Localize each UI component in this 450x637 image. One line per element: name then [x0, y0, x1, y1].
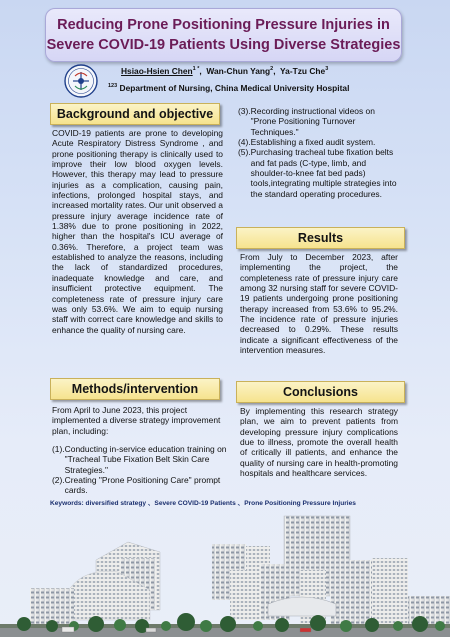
title-banner	[45, 8, 402, 62]
list-number: (2).	[52, 475, 65, 486]
results-text: From July to December 2023, after implementing the project, the completeness rate of pressure injury care among 32 nursing staff for severe COVID-19 patients undergoing prone positioning therapy increased from 53.6% to 95.2%. The incidence rate of pressure injuries decreased to 0.29%. These results indicate a significant effectiveness of the intervention measures.	[240, 252, 398, 356]
background-heading: Background and objective	[50, 103, 220, 125]
list-number: (4).	[238, 137, 251, 148]
methods-list-item	[52, 444, 227, 475]
results-heading: Results	[236, 227, 405, 249]
title-line-2: Severe COVID-19 Patients Using Diverse Strategies	[46, 37, 401, 53]
affiliation-line	[108, 83, 349, 93]
keywords-line: Keywords: diversified strategy 、Severe COVID-19 Patients 、Prone Positioning Pressure Injuries	[50, 500, 356, 507]
methods-right-column	[238, 106, 398, 199]
author-name: Wan-Chun Yang	[206, 66, 271, 76]
affiliation-text: Department of Nursing, China Medical University Hospital	[119, 83, 350, 93]
author-line: Hsiao-Hsien Chen$^{1 *}$, Wan-Chun Yang$^2$, Ya-Tzu Che$^3$	[121, 66, 329, 76]
list-text: Establishing a fixed audit system.	[250, 137, 376, 148]
background-text: COVID-19 patients are prone to developing Acute Respiratory Distress Syndrome , and prone positioning therapy is clinically used to improve their low blood oxygen levels. However, this therapy may lead to pressure injuries as a complication, causing pain, infections, prolonged hospital stays, and increased mortality rates. Our unit observed a pressure injury average incidence rate of 1.38% due to prone positioning in 2022, higher than the hospital's ICU average of 0.36%. Therefore, a project team was established to analyze the reasons, including the lack of standardized procedures, inadequate knowledge and care, and insufficient protective equipment. The completeness rate of pressure injury care was only 53.6%. We aim to equip nursing staff with correct care knowledge and skills to enhance the quality of nursing care.	[52, 128, 223, 335]
methods-list-item	[238, 137, 398, 147]
methods-list-item	[52, 475, 227, 496]
methods-list-item	[238, 106, 398, 137]
author-superscript: 3	[325, 66, 329, 73]
author-name: Hsiao-Hsien Chen	[121, 66, 193, 76]
methods-intro: From April to June 2023, this project implemented a diverse strategy improvement plan, including:	[52, 405, 221, 436]
list-text: Recording instructional videos on "Prone Positioning Turnover Techniques."	[250, 106, 375, 137]
author-superscript: 2	[270, 66, 274, 73]
list-number: (5).	[238, 147, 251, 158]
conclusions-text: By implementing this research strategy plan, we aim to prevent patients from developing pressure injury complications due to illness, promote the overall health of critically ill patients, and enhance the quality of nursing care in health-promoting hospitals and healthcare services.	[240, 406, 398, 479]
list-text: Purchasing tracheal tube fixation belts and fat pads (C-type, limb, and shoulder-to-knee fat bed pads) tools,integrating multiple strategies into the standard operating procedures.	[250, 147, 397, 199]
methods-left-column	[52, 405, 227, 496]
list-number: (1).	[52, 444, 65, 455]
methods-heading: Methods/intervention	[50, 378, 220, 400]
list-text: Conducting in-service education training on "Tracheal Tube Fixation Belt Skin Care Strategies."	[64, 444, 227, 475]
methods-list-item	[238, 147, 398, 199]
title-line-1: Reducing Prone Positioning Pressure Injuries in	[57, 17, 390, 33]
hospital-buildings-illustration	[0, 500, 450, 637]
conclusions-heading: Conclusions	[236, 381, 405, 403]
list-number: (3).	[238, 106, 251, 116]
list-text: Creating "Prone Positioning Care" prompt cards.	[64, 475, 221, 496]
author-name: Ya-Tzu Che	[280, 66, 326, 76]
hospital-logo-icon	[64, 64, 98, 98]
author-superscript: 1 *	[192, 66, 200, 73]
affiliation-superscript: 123	[108, 83, 118, 90]
